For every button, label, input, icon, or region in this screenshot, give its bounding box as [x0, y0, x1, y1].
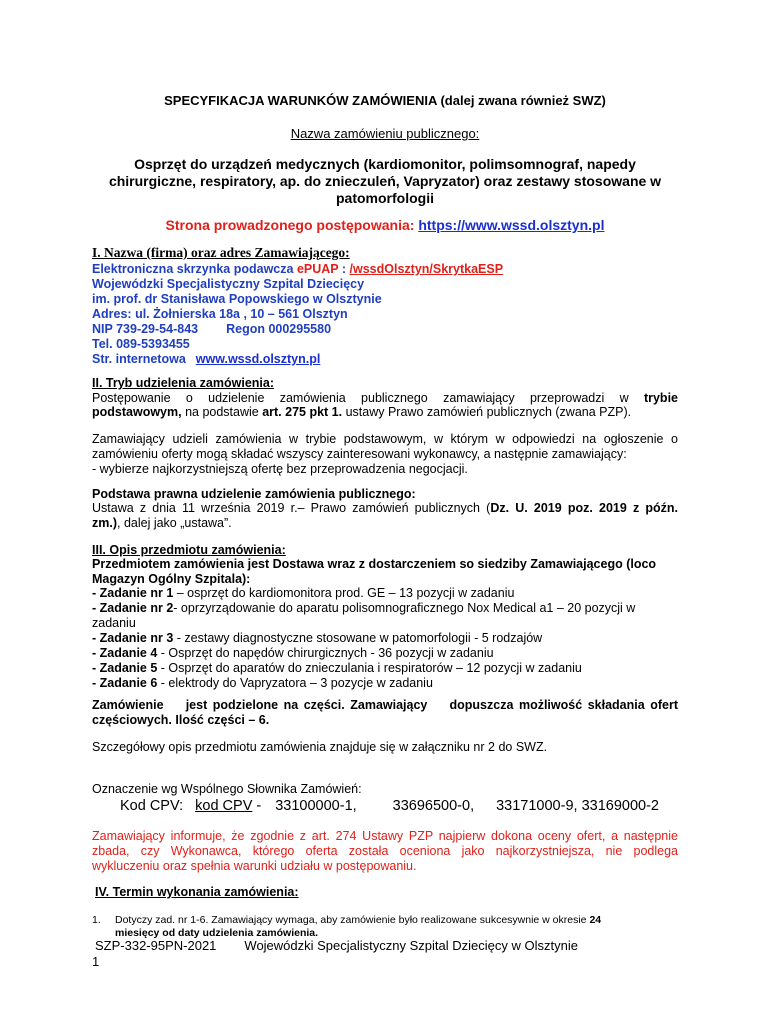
- cpv-code-2: 33696500-0,: [392, 798, 475, 814]
- legal-body: Ustawa z dnia 11 września 2019 r.– Prawo zamówień publicznych (Dz. U. 2019 poz. 2019 z późn. zm.), dalej jako „ustawa”.: [92, 501, 679, 530]
- item-line-1: Dotyczy zad. nr 1-6. Zamawiający wymaga, aby zamówienie było realizowane sukcesywnie w okresie 24: [115, 914, 602, 926]
- address-line: Adres: ul. Żołnierska 18a , 10 – 561 Olsztyn: [92, 307, 348, 321]
- cpv-code-3: 33171000-9, 33169000-2: [496, 798, 659, 814]
- cpv-label: Kod CPV:: [120, 798, 184, 814]
- tel-line: Tel. 089-5393455: [92, 337, 190, 351]
- legal-heading: Podstawa prawna udzielenie zamówienia publicznego:: [92, 487, 416, 501]
- site-link[interactable]: https://www.wssd.olsztyn.pl: [418, 217, 605, 233]
- subject-line-1: Osprzęt do urządzeń medycznych (kardiomonitor, polimsomnograf, napedy: [134, 156, 636, 172]
- page-number: 1: [92, 954, 100, 969]
- parts-paragraph: Zamówienie jest podzielone na części. Zamawiający dopuszcza możliwość składania ofert częściowych. Ilość części – 6.: [92, 698, 678, 727]
- section-1-heading: I. Nazwa (firma) oraz adres Zamawiającego:: [92, 245, 350, 260]
- page-title: SPECYFIKACJA WARUNKÓW ZAMÓWIENIA (dalej zwana również SWZ): [164, 93, 606, 108]
- site-line: [60, 217, 710, 234]
- footer-org: Wojewódzki Specjalistyczny Szpital Dziecięcy w Olsztynie: [244, 938, 578, 953]
- section-4-heading: IV. Termin wykonania zamówienia:: [95, 885, 299, 899]
- item-number: 1.: [92, 914, 101, 926]
- nip-regon-line: NIP 739-29-54-843 Regon 000295580: [92, 322, 332, 336]
- list-item: - Zadanie 5 - Osprzęt do aparatów do znieczulania i respiratorów – 12 pozycji w zadaniu: [92, 661, 582, 675]
- cpv-code-1: 33100000-1,: [275, 798, 357, 814]
- subtitle: Nazwa zamówieniu publicznego:: [290, 126, 480, 141]
- footer-ref: SZP-332-95PN-2021: [95, 938, 217, 953]
- cpv-code-label: kod CPV: [195, 798, 253, 814]
- list-item: zadaniu: [92, 616, 136, 630]
- cpv-line: Kod CPV: kod CPV - 33100000-1, 33696500-0, 33171000-9, 33169000-2: [120, 798, 659, 814]
- section-2-para-2: Zamawiający udzieli zamówienia w trybie podstawowym, w którym w odpowiedzi na ogłoszenie o zamówieniu oferty mogą składać wszyscy zainteresowani wykonawcy, a następnie zamawiający: - wybierze najkorzystniejszą ofertę bez przeprowadzenia negocjacji.: [92, 432, 678, 476]
- section-1-body: [92, 262, 503, 367]
- list-item: - Zadanie 6 - elektrody do Vapryzatora – 3 pozycje w zadaniu: [92, 676, 433, 690]
- info-paragraph: Zamawiający informuje, że zgodnie z art. 274 Ustawy PZP najpierw dokona oceny ofert, a następnie zbada, czy Wykonawca, którego oferta została oceniona jako najkorzystniejsza, nie podlega wykluczeniu oraz spełnia warunki udziału w postępowaniu.: [92, 829, 678, 873]
- list-item: - Zadanie 4 - Osprzęt do napędów chirurgicznych - 36 pozycji w zadaniu: [92, 646, 494, 660]
- item-line-2: miesięcy od daty udzielenia zamówienia.: [115, 927, 319, 939]
- subject-title: [60, 156, 710, 207]
- www-line: Str. internetowa www.wssd.olsztyn.pl: [92, 352, 321, 366]
- section-3-heading: III. Opis przedmiotu zamówienia:: [92, 543, 286, 557]
- list-item: - Zadanie nr 1 – osprzęt do kardiomonitora prod. GE – 13 pozycji w zadaniu: [92, 586, 515, 600]
- section-2-para-1-line-1: Postępowanie o udzielenie zamówienia publicznego zamawiający przeprowadzi w trybie: [92, 391, 678, 405]
- footer-line: [95, 938, 578, 954]
- list-item: - Zadanie nr 2- oprzyrządowanie do aparatu polisomnograficznego Nox Medical a1 – 20 pozycji w: [92, 601, 636, 615]
- subject-line-3: patomorfologii: [336, 190, 434, 206]
- section-3-intro: Przedmiotem zamówienia jest Dostawa wraz z dostarczeniem so siedziby Zamawiającego (loco Magazyn Ogólny Szpitala):: [92, 557, 657, 586]
- epuap-link[interactable]: /wssdOlsztyn/SkrytkaESP: [349, 262, 504, 276]
- task-list: [92, 586, 678, 691]
- subject-line-2: chirurgiczne, respiratory, ap. do znieczuleń, Vapryzator) oraz zestawy stosowane w: [108, 173, 662, 189]
- list-item: - Zadanie nr 3 - zestawy diagnostyczne stosowane w patomorfologii - 5 rodzajów: [92, 631, 543, 645]
- details-paragraph: Szczegółowy opis przedmiotu zamówienia znajduje się w załączniku nr 2 do SWZ.: [92, 740, 548, 754]
- org-name-line-2: im. prof. dr Stanisława Popowskiego w Olsztynie: [92, 292, 382, 306]
- org-name-line-1: Wojewódzki Specjalistyczny Szpital Dziecięcy: [92, 277, 365, 291]
- www-link[interactable]: www.wssd.olsztyn.pl: [195, 352, 321, 366]
- section-2-heading: II. Tryb udzielenia zamówienia:: [92, 376, 274, 390]
- cpv-title: Oznaczenie wg Wspólnego Słownika Zamówień:: [92, 782, 362, 796]
- site-label: Strona prowadzonego postępowania:: [165, 217, 419, 233]
- section-2-para-1-line-2: podstawowym, na podstawie art. 275 pkt 1. ustawy Prawo zamówień publicznych (zwana PZP).: [92, 405, 632, 419]
- epuap-word: ePUAP: [296, 262, 339, 276]
- epuap-line: Elektroniczna skrzynka podawcza ePUAP : /wssdOlsztyn/SkrytkaESP: [92, 262, 504, 276]
